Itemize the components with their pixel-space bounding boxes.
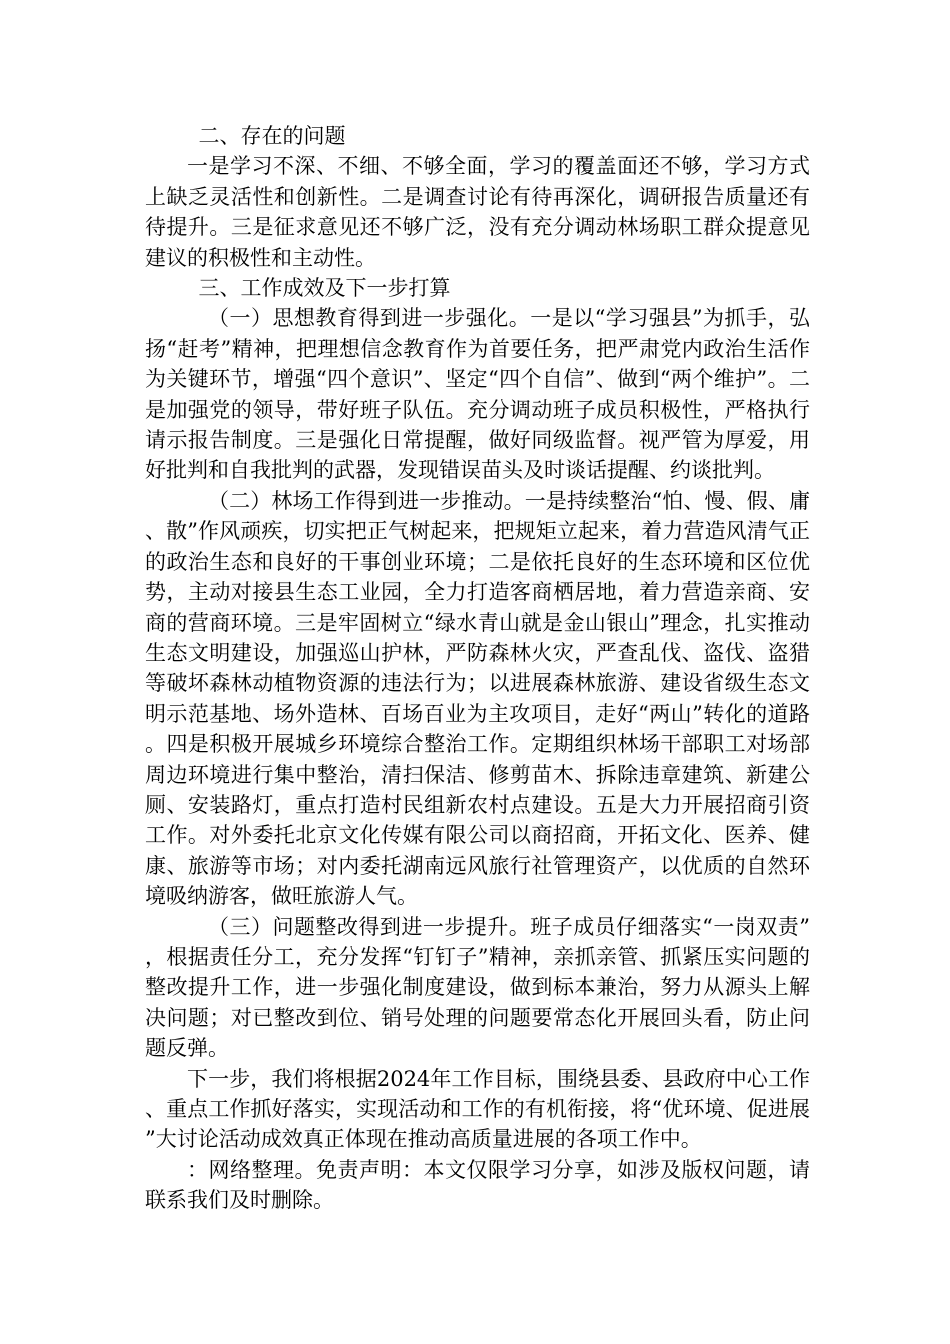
paragraph-disclaimer: ：网络整理。免责声明：本文仅限学习分享，如涉及版权问题，请联系我们及时删除。 [145,1157,810,1213]
document-body [145,121,810,1216]
paragraph-next-step: 下一步，我们将根据2024年工作目标，围绕县委、县政府中心工作、重点工作抓好落实，实现活动和工作的有机衔接，将“优环境、促进展”大讨论活动成效真正体现在推动高质量进展的各项工作中。 [145,1066,810,1152]
section-heading-results-plans: 三、工作成效及下一步打算 [198,276,451,301]
section-heading-problems: 二、存在的问题 [198,124,346,148]
paragraph-problems: 一是学习不深、不细、不够全面，学习的覆盖面还不够，学习方式上缺乏灵活性和创新性。二是调查讨论有待再深化，调研报告质量还有待提升。三是征求意见还不够广泛，没有充分调动林场职工群众提意见建议的积极性和主动性。 [145,154,810,270]
paragraph-ideological-education: （一）思想教育得到进一步强化。一是以“学习强县”为抓手，弘扬“赶考”精神，把理想信念教育作为首要任务，把严肃党内政治生活作为关键环节，增强“四个意识”、坚定“四个自信”、做到“两个维护”。二是加强党的领导，带好班子队伍。充分调动班子成员积极性，严格执行请示报告制度。三是强化日常提醒，做好同级监督。视严管为厚爱，用好批判和自我批判的武器，发现错误苗头及时谈话提醒、约谈批判。 [145,306,810,483]
paragraph-rectification: （三）问题整改得到进一步提升。班子成员仔细落实“一岗双责”，根据责任分工，充分发挥“钉钉子”精神，亲抓亲管、抓紧压实问题的整改提升工作，进一步强化制度建设，做到标本兼治，努力从源头上解决问题；对已整改到位、销号处理的问题要常态化开展回头看，防止问题反弹。 [145,914,810,1061]
paragraph-forest-farm-work: （二）林场工作得到进一步推动。一是持续整治“怕、慢、假、庸、散”作风顽疾，切实把正气树起来，把规矩立起来，着力营造风清气正的政治生态和良好的干事创业环境；二是依托良好的生态环境和区位优势，主动对接县生态工业园，全力打造客商栖居地，着力营造亲商、安商的营商环境。三是牢固树立“绿水青山就是金山银山”理念，扎实推动生态文明建设，加强巡山护林，严防森林火灾，严查乱伐、盗伐、盗猎等破坏森林动植物资源的违法行为；以进展森林旅游、建设省级生态文明示范基地、场外造林、百场百业为主攻项目，走好“两山”转化的道路。四是积极开展城乡环境综合整治工作。定期组织林场干部职工对场部周边环境进行集中整治，清扫保洁、修剪苗木、拆除违章建筑、新建公厕、安装路灯，重点打造村民组新农村点建设。五是大力开展招商引资工作。对外委托北京文化传媒有限公司以商招商，开拓文化、医养、健康、旅游等市场；对内委托湖南远风旅行社管理资产，以优质的自然环境吸纳游客，做旺旅游人气。 [145,488,810,909]
